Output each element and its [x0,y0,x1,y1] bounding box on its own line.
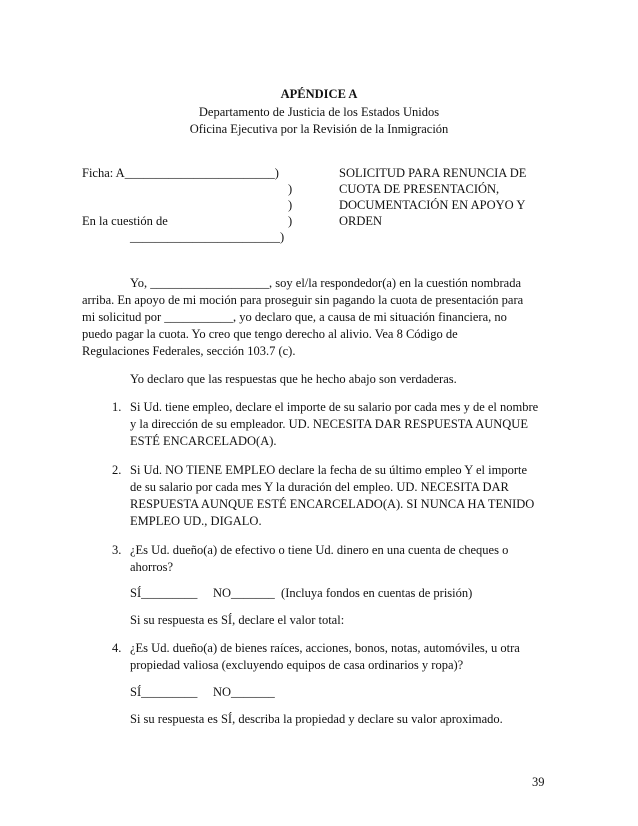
item-number: 3. [112,543,122,557]
caption-paren: ) [288,182,293,196]
caption-title-line: SOLICITUD PARA RENUNCIA DE [339,166,527,180]
ficha-field: Ficha: A________________________) [82,166,279,180]
item-number: 2. [112,463,122,477]
body-line: Yo, ___________________, soy el/la respondedor(a) en la cuestión nombrada [130,276,522,290]
caption-title-line: ORDEN [339,214,383,228]
declaration-statement: Yo declaro que las respuestas que he hecho abajo son verdaderas. [130,372,457,386]
caption-title-line: CUOTA DE PRESENTACIÓN, [339,182,500,196]
body-line: Regulaciones Federales, sección 103.7 (c). [82,344,296,358]
body-line: arriba. En apoyo de mi moción para proseguir sin pagando la cuota de presentación para [82,293,524,307]
item-line: de su salario por cada mes Y la duración del empleo. UD. NECESITA DAR [130,480,509,494]
item-line: propiedad valiosa (excluyendo equipos de casa ordinarios y ropa)? [130,658,464,672]
yes-no-options: SÍ_________ NO_______ (Incluya fondos en cuentas de prisión) [130,586,473,600]
page-number: 39 [532,775,545,789]
item-line: y la dirección de su empleador. UD. NECESITA DAR RESPUESTA AUNQUE [130,417,528,431]
body-line: mi solicitud por ___________, yo declaro que, a causa de mi situación financiera, no [82,310,507,324]
item-line: Si Ud. NO TIENE EMPLEO declare la fecha de su último empleo Y el importe [130,463,528,477]
item-followup: Si su respuesta es SÍ, describa la propiedad y declare su valor aproximado. [130,712,503,726]
item-line: ESTÉ ENCARCELADO(A). [130,434,277,448]
office-line: Oficina Ejecutiva por la Revisión de la Inmigración [189,122,449,136]
page-title: APÉNDICE A [280,87,358,101]
item-number: 4. [112,641,122,655]
caption-paren: ) [288,198,293,212]
department-line: Departamento de Justicia de los Estados Unidos [198,105,440,119]
cuestion-blank: ________________________) [130,230,285,244]
item-line: ¿Es Ud. dueño(a) de bienes raíces, acciones, bonos, notas, automóviles, u otra [130,641,520,655]
item-line: Si Ud. tiene empleo, declare el importe de su salario por cada mes y de el nombre [130,400,539,414]
item-followup: Si su respuesta es SÍ, declare el valor total: [130,613,345,627]
yes-no-options: SÍ_________ NO_______ [130,685,275,699]
item-line: ahorros? [130,560,174,574]
item-line: RESPUESTA AUNQUE ESTÉ ENCARCELADO(A). SI NUNCA HA TENIDO [130,497,535,511]
item-line: ¿Es Ud. dueño(a) de efectivo o tiene Ud. dinero en una cuenta de cheques o [130,543,509,557]
body-line: puedo pagar la cuota. Yo creo que tengo derecho al alivio. Vea 8 Código de [82,327,458,341]
item-line: EMPLEO UD., DIGALO. [130,514,262,528]
caption-paren: ) [288,214,293,228]
cuestion-label: En la cuestión de [82,214,168,228]
caption-title-line: DOCUMENTACIÓN EN APOYO Y [339,198,526,212]
item-number: 1. [112,400,122,414]
